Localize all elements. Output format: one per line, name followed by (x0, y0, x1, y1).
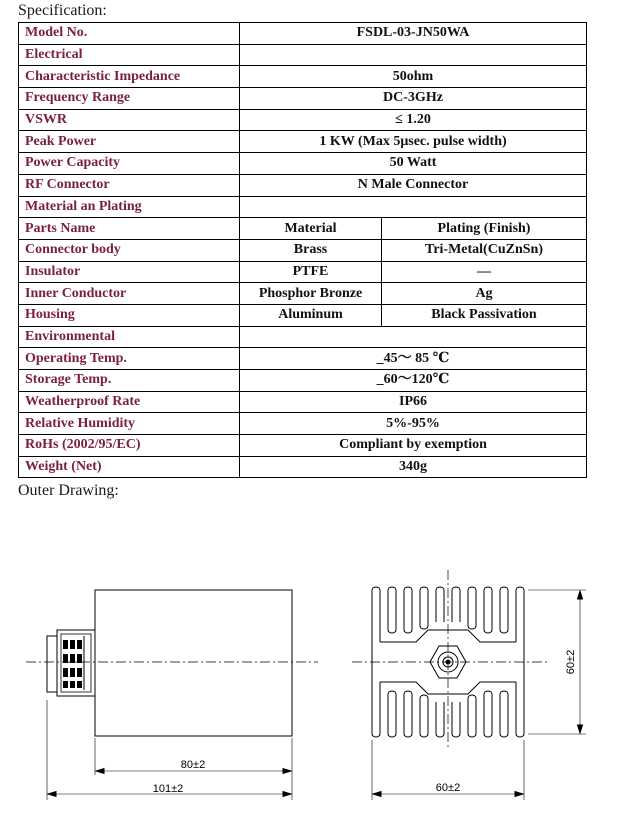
dim-width: 60±2 (435, 782, 461, 794)
specification-table (18, 22, 587, 478)
weight-value: 340g (240, 456, 587, 478)
insulator-label: Insulator (19, 261, 240, 283)
table-row (19, 239, 587, 261)
table-row (19, 370, 587, 392)
operating-temp-value: _45～ 85 ℃ (240, 348, 587, 370)
operating-temp-label: Operating Temp. (19, 348, 240, 370)
table-row (19, 326, 587, 348)
peak-power-label: Peak Power (19, 131, 240, 153)
table-row (19, 153, 587, 175)
plating-header: Plating (Finish) (382, 218, 587, 240)
table-row (19, 304, 587, 326)
connector-body-material: Brass (240, 239, 382, 261)
table-row (19, 348, 587, 370)
rohs-label: RoHs (2002/95/EC) (19, 435, 240, 457)
storage-temp-value: _60～120℃ (240, 370, 587, 392)
table-row (19, 218, 587, 240)
inner-conductor-material: Phosphor Bronze (240, 283, 382, 305)
insulator-material: PTFE (240, 261, 382, 283)
rf-connector-value: N Male Connector (240, 174, 587, 196)
table-row (19, 23, 587, 45)
table-row (19, 283, 587, 305)
inner-conductor-label: Inner Conductor (19, 283, 240, 305)
vswr-value: ≤ 1.20 (240, 109, 587, 131)
front-view (352, 570, 586, 800)
material-header: Material (240, 218, 382, 240)
power-capacity-label: Power Capacity (19, 153, 240, 175)
storage-temp-label: Storage Temp. (19, 370, 240, 392)
dim-total-length: 101±2 (152, 783, 184, 795)
insulator-plating: — (382, 261, 587, 283)
dim-height: 60±2 (565, 649, 577, 675)
table-row (19, 456, 587, 478)
model-value: FSDL-03-JN50WA (240, 23, 587, 45)
weatherproof-value: IP66 (240, 391, 587, 413)
inner-conductor-plating: Ag (382, 283, 587, 305)
table-row (19, 435, 587, 457)
housing-plating: Black Passivation (382, 304, 587, 326)
table-row (19, 66, 587, 88)
table-row (19, 261, 587, 283)
empty-cell (240, 196, 587, 218)
weatherproof-label: Weatherproof Rate (19, 391, 240, 413)
frequency-value: DC-3GHz (240, 88, 587, 110)
electrical-section-label: Electrical (19, 44, 240, 66)
table-row (19, 109, 587, 131)
outer-drawing (0, 500, 626, 828)
power-capacity-value: 50 Watt (240, 153, 587, 175)
housing-label: Housing (19, 304, 240, 326)
connector-body-label: Connector body (19, 239, 240, 261)
rohs-value: Compliant by exemption (240, 435, 587, 457)
outer-drawing-heading: Outer Drawing: (18, 482, 119, 499)
table-row (19, 44, 587, 66)
vswr-label: VSWR (19, 109, 240, 131)
table-row (19, 131, 587, 153)
housing-material: Aluminum (240, 304, 382, 326)
connector-body-plating: Tri-Metal(CuZnSn) (382, 239, 587, 261)
rf-connector-label: RF Connector (19, 174, 240, 196)
specification-heading: Specification: (18, 2, 107, 19)
table-row (19, 174, 587, 196)
table-row (19, 196, 587, 218)
empty-cell (240, 326, 587, 348)
side-view (26, 590, 318, 800)
load-body (95, 590, 292, 736)
material-plating-section-label: Material an Plating (19, 196, 240, 218)
impedance-value: 50ohm (240, 66, 587, 88)
frequency-label: Frequency Range (19, 88, 240, 110)
n-connector (47, 630, 95, 696)
weight-label: Weight (Net) (19, 456, 240, 478)
peak-power-value: 1 KW (Max 5μsec. pulse width) (240, 131, 587, 153)
environmental-section-label: Environmental (19, 326, 240, 348)
table-row (19, 88, 587, 110)
model-label: Model No. (19, 23, 240, 45)
humidity-value: 5%-95% (240, 413, 587, 435)
empty-cell (240, 44, 587, 66)
humidity-label: Relative Humidity (19, 413, 240, 435)
parts-name-header: Parts Name (19, 218, 240, 240)
table-row (19, 391, 587, 413)
table-row (19, 413, 587, 435)
dim-body-length: 80±2 (180, 759, 206, 771)
impedance-label: Characteristic Impedance (19, 66, 240, 88)
